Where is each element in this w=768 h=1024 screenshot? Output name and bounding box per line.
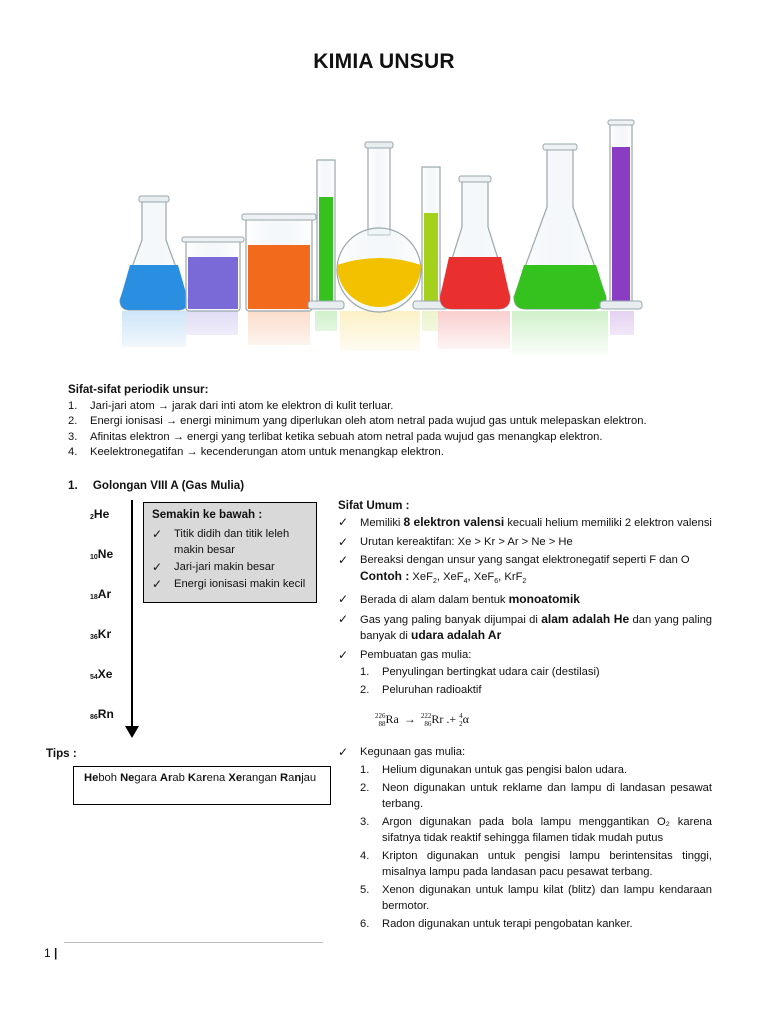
trend-item — [152, 559, 310, 575]
sifat-item-valence — [338, 515, 712, 532]
item-number: 1. — [68, 399, 78, 412]
mass-number: 226 — [375, 712, 386, 721]
atomic-number: 36 — [90, 634, 98, 641]
atomic-number: 2 — [90, 514, 94, 521]
violet-beaker — [182, 237, 244, 311]
element-symbol: He — [93, 507, 110, 521]
mnemonic-rest: ena — [206, 772, 229, 784]
mnemonic-rest: boh — [98, 772, 121, 784]
mnemonic-rest: a — [288, 772, 295, 784]
atomic-number: 86 — [90, 714, 98, 721]
check-icon: ✓ — [338, 534, 349, 549]
sifat-bold: alam adalah He — [541, 611, 630, 626]
compound — [412, 571, 436, 583]
production-item — [360, 683, 712, 699]
compound-subscript: 2 — [432, 577, 437, 585]
element-xe — [90, 667, 112, 681]
nuclide-numbers — [375, 712, 386, 728]
section-title: Golongan VIII A (Gas Mulia) — [92, 479, 245, 492]
item-text: Helium digunakan untuk gas pengisi balon udara. — [382, 763, 628, 776]
item-number: 2. — [360, 683, 370, 696]
nuclide-symbol: Ra — [385, 712, 399, 726]
use-item — [360, 883, 712, 914]
trend-items — [152, 526, 310, 592]
check-icon: ✓ — [338, 647, 349, 662]
sifat-item-reacts — [338, 553, 712, 589]
item-number: 3. — [360, 816, 370, 828]
item-number: 4. — [68, 446, 78, 458]
green-flask — [514, 144, 606, 309]
sifat-text: kecuali helium memiliki 2 elektron valensi — [504, 517, 712, 529]
plus-sign: .+ — [446, 712, 457, 726]
element-kr — [90, 627, 111, 641]
item-number: 4. — [360, 850, 370, 862]
compound — [443, 571, 467, 583]
compound-base: XeF — [412, 570, 433, 583]
mass-number: 222 — [420, 712, 432, 721]
compound-base: XeF — [473, 570, 495, 583]
mass-number: 4 — [459, 712, 463, 721]
sifat-heading: Sifat Umum : — [338, 499, 410, 512]
check-icon: ✓ — [338, 611, 349, 626]
periodic-item — [68, 399, 708, 415]
trend-item — [152, 576, 310, 592]
mnemonic-rest: ab — [172, 772, 188, 784]
use-item — [360, 917, 712, 933]
production-item — [360, 665, 712, 681]
compound — [474, 571, 498, 583]
atomic-number: 10 — [90, 554, 98, 561]
periodic-properties — [68, 382, 708, 461]
kegunaan-item — [338, 745, 712, 933]
down-arrow-icon — [125, 726, 139, 738]
item-text: Keelektronegatifan → kecenderungan atom untuk menangkap elektron. — [90, 446, 444, 458]
sifat-text: Bereaksi dengan unsur yang sangat elektronegatif seperti F dan O — [360, 554, 690, 566]
decay-equation — [375, 712, 469, 728]
periodic-item — [68, 430, 708, 446]
reflections — [110, 311, 655, 360]
compound-subscript: 4 — [463, 577, 468, 585]
sifat-bold: monoatomik — [508, 592, 580, 607]
check-icon: ✓ — [152, 576, 163, 591]
sifat-text: Pembuatan gas mulia: — [360, 648, 472, 661]
item-number: 2. — [68, 415, 78, 427]
element-symbol: Kr — [97, 627, 112, 641]
mnemonic-bold: He — [84, 772, 99, 784]
red-flask — [440, 176, 510, 309]
mnemonic-bold: R — [280, 772, 289, 784]
footer-rule — [64, 942, 323, 943]
mnemonic-bold: K — [187, 772, 196, 784]
periodic-heading: Sifat-sifat periodik unsur: — [68, 383, 209, 396]
use-item — [360, 815, 712, 846]
compound-base: KrF — [504, 570, 523, 583]
arrow-icon: → — [403, 712, 416, 726]
item-text: Afinitas elektron → energi yang terlibat ketika sebuah atom netral pada wujud gas menangkap elektron. — [90, 430, 603, 443]
sifat-item-production — [338, 648, 712, 699]
item-text: Kripton digunakan untuk pengisi lampu berintensitas tinggi, misalnya lampu pada landasan pacu pesawat terbang. — [382, 850, 712, 878]
section-number: 1. — [68, 479, 78, 492]
use-item — [360, 849, 712, 880]
element-symbol: Rn — [97, 707, 114, 721]
atomic-number: 18 — [90, 594, 98, 601]
production-list — [360, 665, 712, 698]
nuclide-numbers — [421, 712, 432, 728]
element-symbol: Ar — [97, 587, 112, 601]
contoh-label: Contoh : — [360, 568, 410, 583]
kegunaan-section — [338, 745, 712, 936]
trend-text: Energi ionisasi makin kecil — [174, 577, 306, 590]
item-number: 5. — [360, 884, 370, 896]
mnemonic-text — [84, 772, 316, 784]
blue-flask — [120, 196, 188, 310]
uses-list — [360, 763, 712, 933]
item-number: 1. — [360, 763, 370, 776]
section-heading — [68, 478, 244, 494]
kegunaan-heading: Kegunaan gas mulia: — [360, 746, 466, 758]
item-number: 2. — [360, 782, 370, 794]
element-symbol: Ne — [97, 547, 114, 561]
trend-heading: Semakin ke bawah : — [152, 508, 263, 521]
sifat-item-reactivity — [338, 535, 712, 551]
sifat-text: Gas yang paling banyak dijumpai di — [360, 613, 542, 626]
check-icon: ✓ — [338, 553, 349, 567]
mnemonic-bold: r — [202, 772, 207, 784]
contoh-compounds: XeF$_2$, XeF$_4$, XeF$_6$, KrF$_2$ — [412, 570, 527, 585]
atomic-number: 2 — [459, 720, 463, 729]
purple-cylinder — [600, 120, 642, 309]
mnemonic-bold: Xe — [228, 772, 243, 784]
trend-box — [143, 502, 317, 603]
element-he — [90, 507, 109, 521]
page-number-value: 1 — [44, 946, 51, 960]
periodic-item — [68, 414, 708, 430]
trend-item — [152, 526, 310, 558]
item-number: 3. — [68, 430, 78, 443]
mnemonic-rest: gara — [134, 772, 160, 784]
element-symbol: Xe — [97, 667, 113, 681]
trend-text: Jari-jari makin besar — [174, 560, 275, 573]
item-text: Peluruhan radioaktif — [382, 683, 482, 696]
item-number: 6. — [360, 918, 370, 930]
compound — [504, 571, 526, 583]
item-number: 1. — [360, 666, 370, 679]
compound-base: XeF — [443, 570, 464, 583]
element-ar — [90, 587, 111, 601]
mnemonic-bold: Ar — [159, 772, 173, 784]
item-text: Jari-jari atom → jarak dari inti atom ke elektron di kulit terluar. — [90, 399, 394, 412]
check-icon: ✓ — [152, 526, 163, 541]
down-arrow-line — [131, 500, 133, 728]
orange-beaker — [242, 214, 316, 311]
check-icon: ✓ — [338, 592, 349, 607]
atomic-number: 86 — [424, 720, 432, 729]
lab-glassware-image — [110, 115, 655, 360]
page-number: 1 | — [44, 946, 58, 960]
item-text: Neon digunakan untuk reklame dan lampu di landasan pesawat terbang. — [382, 782, 712, 810]
atomic-number: 54 — [90, 674, 98, 681]
sifat-bold: udara adalah Ar — [411, 628, 502, 643]
compound-subscript: 2 — [522, 577, 527, 585]
check-icon: ✓ — [338, 745, 349, 759]
atomic-number: 88 — [378, 720, 386, 729]
nuclide-symbol: Rr — [431, 712, 444, 726]
mnemonic-bold: n — [294, 772, 302, 784]
element-rn — [90, 707, 114, 721]
mnemonic-bold: Ne — [120, 772, 135, 784]
sifat-item-monoatomic — [338, 592, 712, 609]
periodic-item — [68, 445, 708, 461]
item-text: Penyulingan bertingkat udara cair (destilasi) — [382, 666, 600, 679]
tips-label: Tips : — [46, 747, 77, 760]
yellow-round-flask — [337, 142, 421, 312]
item-text: Radon digunakan untuk terapi pengobatan kanker. — [382, 918, 633, 930]
sifat-item-abundance — [338, 612, 712, 645]
mnemonic-rest: jau — [301, 772, 317, 784]
item-text: Argon digunakan pada bola lampu menggantikan O₂ karena sifatnya tidak reaktif sehingga filamen tidak mudah putus — [382, 816, 712, 844]
item-text: Energi ionisasi → energi minimum yang diperlukan oleh atom netral pada wujud gas untuk melepaskan elektron. — [90, 415, 647, 427]
periodic-list — [68, 399, 708, 461]
tips-box — [73, 766, 331, 805]
mnemonic-rest: a — [196, 772, 203, 784]
use-item — [360, 781, 712, 812]
item-text: Xenon digunakan untuk lampu kilat (blitz) dan lampu kendaraan bermotor. — [382, 884, 712, 912]
check-icon: ✓ — [338, 515, 349, 529]
sifat-text: Berada di alam dalam bentuk — [360, 594, 509, 607]
use-item — [360, 763, 712, 779]
sifat-bold: 8 elektron valensi — [403, 515, 505, 529]
compound-subscript: 6 — [494, 577, 499, 585]
sifat-text: Memiliki — [360, 517, 404, 529]
check-icon: ✓ — [152, 559, 163, 574]
sifat-text: Urutan kereaktifan: Xe > Kr > Ar > Ne > He — [360, 535, 573, 548]
mnemonic-rest: rangan — [242, 772, 281, 784]
nuclide-symbol: α — [462, 712, 469, 726]
sifat-text: dan yang paling banyak di — [360, 613, 713, 643]
page-title: KIMIA UNSUR — [313, 50, 455, 73]
trend-text: Titik didih dan titik leleh makin besar — [174, 527, 290, 556]
sifat-list — [338, 515, 712, 700]
element-ne — [90, 547, 113, 561]
green-cylinder — [308, 160, 344, 309]
